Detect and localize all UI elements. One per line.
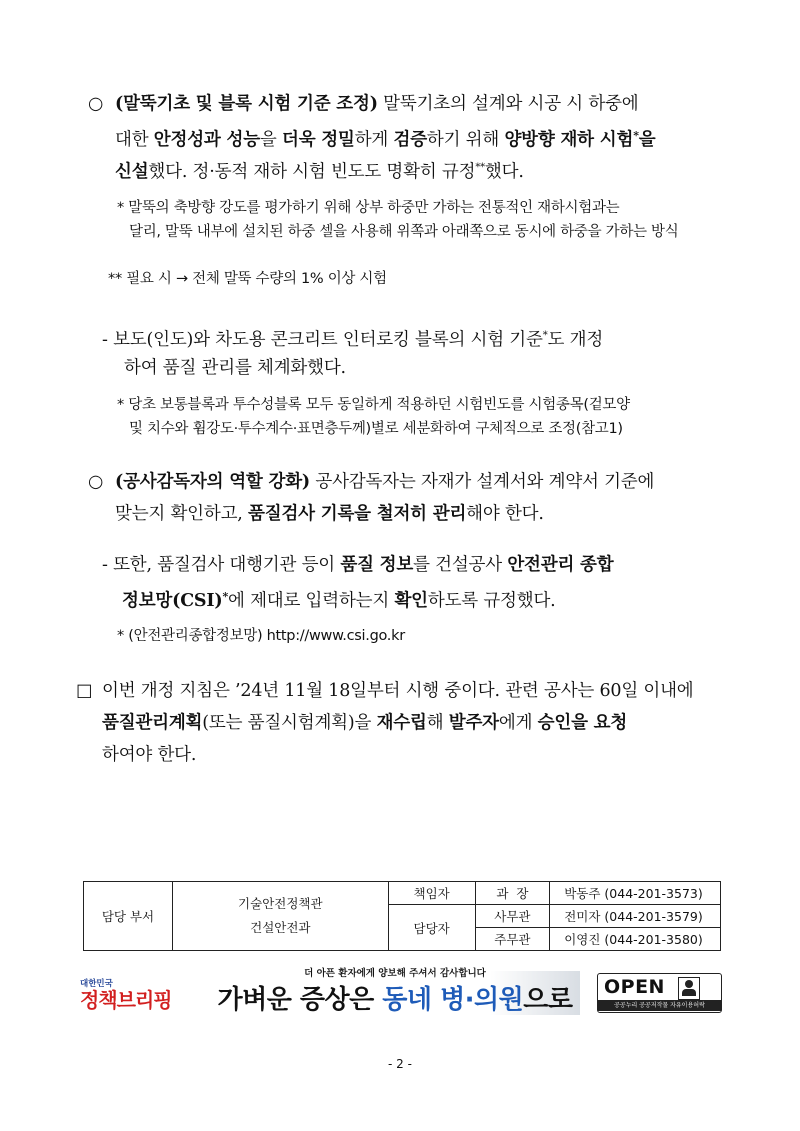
logo-main-text: 정책브리핑 — [80, 988, 172, 1012]
section1-line3: 신설했다. 정·동적 재하 시험 빈도도 명확히 규정**했다. — [115, 162, 524, 182]
role-cell: 주무관 — [475, 928, 550, 951]
section1-bullet: ○ — [88, 94, 104, 114]
note-csi-url: * (안전관리종합정보망) http://www.csi.go.kr — [117, 628, 405, 644]
role-cell: 사무관 — [475, 905, 550, 928]
role-cell: 과 장 — [475, 882, 550, 905]
dept-names — [172, 882, 388, 951]
section1-dash-line2: 하여 품질 관리를 체계화했다. — [124, 358, 346, 378]
section3-bullet: □ — [76, 681, 93, 701]
section2-dash-line2: 정보망(CSI)*에 제대로 입력하는지 확인하도록 규정했다. — [122, 590, 556, 611]
note-block-test-cont: 및 치수와 휨강도·투수계수·표면층두께)별로 세분화하여 구체적으로 조정(참고1) — [129, 421, 623, 437]
person-cell: 이영진 (044-201-3580) — [550, 928, 721, 951]
section1-line1: (말뚝기초 및 블록 시험 기준 조정) 말뚝기초의 설계와 시공 시 하중에 — [115, 94, 639, 114]
open-license-badge — [597, 973, 722, 1013]
manager-label: 담당자 — [388, 905, 475, 951]
policy-briefing-logo — [80, 977, 190, 1011]
person-cell: 전미자 (044-201-3579) — [550, 905, 721, 928]
campaign-banner — [210, 965, 580, 1015]
responsible-label: 책임자 — [388, 882, 475, 905]
open-sub-label: 공공누리 공공저작물 자유이용허락 — [598, 1000, 721, 1011]
note-block-test: * 당초 보통블록과 투수성블록 모두 동일하게 적용하던 시험빈도를 시험종목(겉모양 — [117, 397, 630, 413]
section3-line2: 품질관리계획(또는 품질시험계획)을 재수립해 발주자에게 승인을 요청 — [102, 713, 628, 733]
note-test-frequency: ** 필요 시 → 전체 말뚝 수량의 1% 이상 시험 — [108, 271, 387, 287]
section1-line2: 대한 안정성과 성능을 더욱 정밀하게 검증하기 위해 양방향 재하 시험*을 — [115, 129, 656, 150]
dept-name-1: 기술안전정책관 — [238, 896, 323, 911]
banner-subtitle: 더 아픈 환자에게 양보해 주셔서 감사합니다 — [304, 968, 486, 979]
section1-dash-line1: - 보도(인도)와 차도용 콘크리트 인터로킹 블록의 시험 기준*도 개정 — [102, 330, 604, 350]
logo-small-text: 대한민국 — [80, 979, 113, 989]
banner-title: 가벼운 증상은 동네 병·의원으로 — [217, 985, 573, 1015]
section2-line1: (공사감독자의 역할 강화) 공사감독자는 자재가 설계서와 계약서 기준에 — [115, 472, 655, 492]
section2-line2: 맞는지 확인하고, 품질검사 기록을 철저히 관리해야 한다. — [115, 504, 544, 524]
person-cell: 박동주 (044-201-3573) — [550, 882, 721, 905]
open-label: OPEN — [604, 976, 665, 998]
section3-line3: 하여야 한다. — [102, 745, 197, 765]
section2-bullet: ○ — [88, 472, 104, 492]
note-bidirectional-test: * 말뚝의 축방향 강도를 평가하기 위해 상부 하중만 가하는 전통적인 재하시험과는 — [117, 200, 620, 216]
note-bidirectional-test-cont: 달리, 말뚝 내부에 설치된 하중 셀을 사용해 위쪽과 아래쪽으로 동시에 하중을 가하는 방식 — [129, 224, 679, 240]
section3-line1: 이번 개정 지침은 ’24년 11월 18일부터 시행 중이다. 관련 공사는 60일 이내에 — [102, 681, 694, 701]
section2-dash-line1: - 또한, 품질검사 대행기관 등이 품질 정보를 건설공사 안전관리 종합 — [102, 555, 614, 575]
license-person-icon — [678, 977, 700, 1000]
contact-table — [83, 881, 721, 951]
dept-label: 담당 부서 — [84, 882, 173, 951]
page-number: - 2 - — [388, 1057, 412, 1071]
dept-name-2: 건설안전과 — [250, 920, 311, 935]
